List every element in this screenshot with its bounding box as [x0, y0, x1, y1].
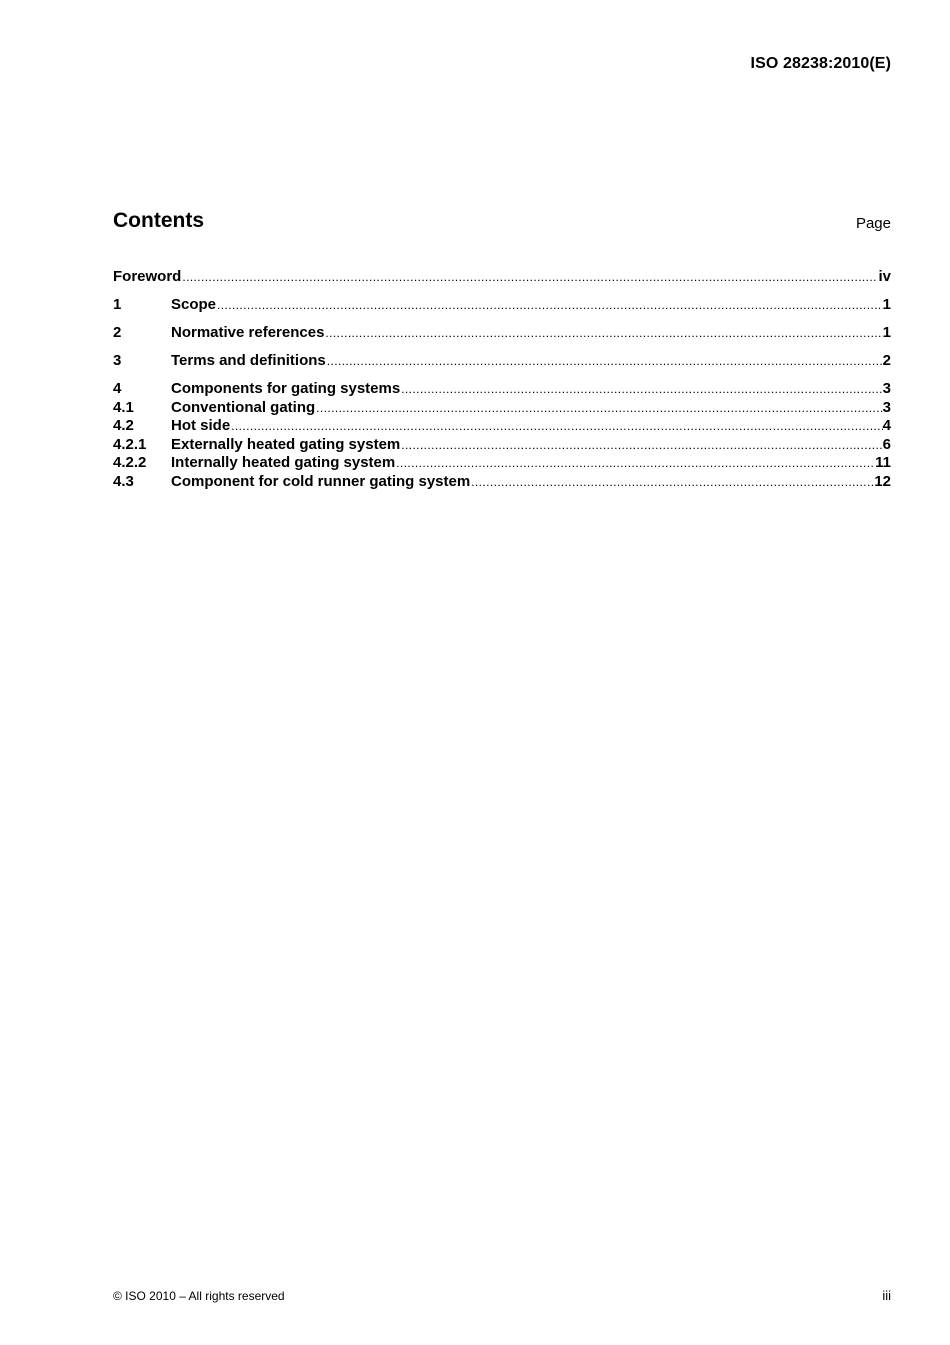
toc-entry-number: 4.1 — [113, 398, 134, 416]
toc-entry-normative-references[interactable] — [113, 324, 891, 343]
toc-entry-component-for-cold-runner-gating-system[interactable] — [113, 473, 891, 492]
dot-leader — [324, 324, 882, 343]
page-column-label: Page — [855, 215, 891, 232]
dot-leader — [216, 296, 883, 315]
toc-entry-number: 4 — [113, 380, 122, 397]
toc-entry-number: 4.2.1 — [113, 435, 147, 453]
document-id: ISO 28238:2010(E) — [750, 55, 891, 72]
toc-entry-number: 4.2.2 — [113, 454, 147, 471]
toc-entry-hot-side[interactable] — [113, 417, 891, 436]
toc-entry-page: 6 — [882, 435, 891, 453]
toc-entry-externally-heated-gating-system[interactable] — [113, 436, 891, 455]
toc-entry-number: 4.2 — [113, 417, 134, 434]
toc-entry-page: 12 — [874, 472, 891, 490]
dot-leader — [470, 473, 874, 492]
toc-entry-title: Conventional gating — [171, 398, 316, 416]
toc-entry-internally-heated-gating-system[interactable] — [113, 454, 891, 473]
dot-leader — [315, 399, 882, 418]
toc-entry-page: 1 — [882, 296, 891, 313]
contents-heading: Contents — [113, 209, 204, 232]
footer-page-number: iii — [882, 1288, 891, 1303]
toc-entry-number: 1 — [113, 296, 122, 313]
toc-entry-page: 2 — [882, 352, 891, 369]
toc-entry-number: 3 — [113, 352, 122, 369]
toc-entry-number: 4.3 — [113, 472, 134, 490]
toc-entry-page: 1 — [882, 324, 891, 341]
toc-entry-page: 4 — [882, 417, 891, 434]
toc-entry-terms-and-definitions[interactable] — [113, 352, 891, 371]
toc-entry-title: Components for gating systems — [171, 380, 401, 397]
toc-entry-scope[interactable] — [113, 296, 891, 315]
toc-entry-page: iv — [878, 268, 891, 285]
toc-entry-page: 11 — [875, 454, 891, 471]
dot-leader — [181, 268, 878, 287]
toc-entry-title: Component for cold runner gating system — [171, 472, 471, 490]
dot-leader — [230, 417, 882, 436]
table-of-contents — [113, 268, 891, 491]
toc-entry-page: 3 — [882, 380, 891, 397]
dot-leader — [395, 454, 875, 473]
toc-entry-title: Foreword — [113, 268, 182, 285]
toc-entry-title: Scope — [171, 296, 217, 313]
toc-entry-title: Terms and definitions — [171, 352, 326, 369]
dot-leader — [400, 436, 882, 455]
toc-entry-title: Normative references — [171, 324, 325, 341]
dot-leader — [400, 380, 882, 399]
toc-entry-title: Hot side — [171, 417, 231, 434]
dot-leader — [326, 352, 883, 371]
toc-entry-conventional-gating[interactable] — [113, 399, 891, 418]
toc-entry-number: 2 — [113, 324, 122, 341]
toc-entry-title: Externally heated gating system — [171, 435, 401, 453]
footer-copyright: © ISO 2010 – All rights reserved — [113, 1289, 285, 1303]
toc-entry-foreword[interactable] — [113, 268, 891, 287]
toc-entry-components-for-gating-systems[interactable] — [113, 380, 891, 399]
toc-entry-page: 3 — [882, 398, 891, 416]
toc-entry-title: Internally heated gating system — [171, 454, 396, 471]
